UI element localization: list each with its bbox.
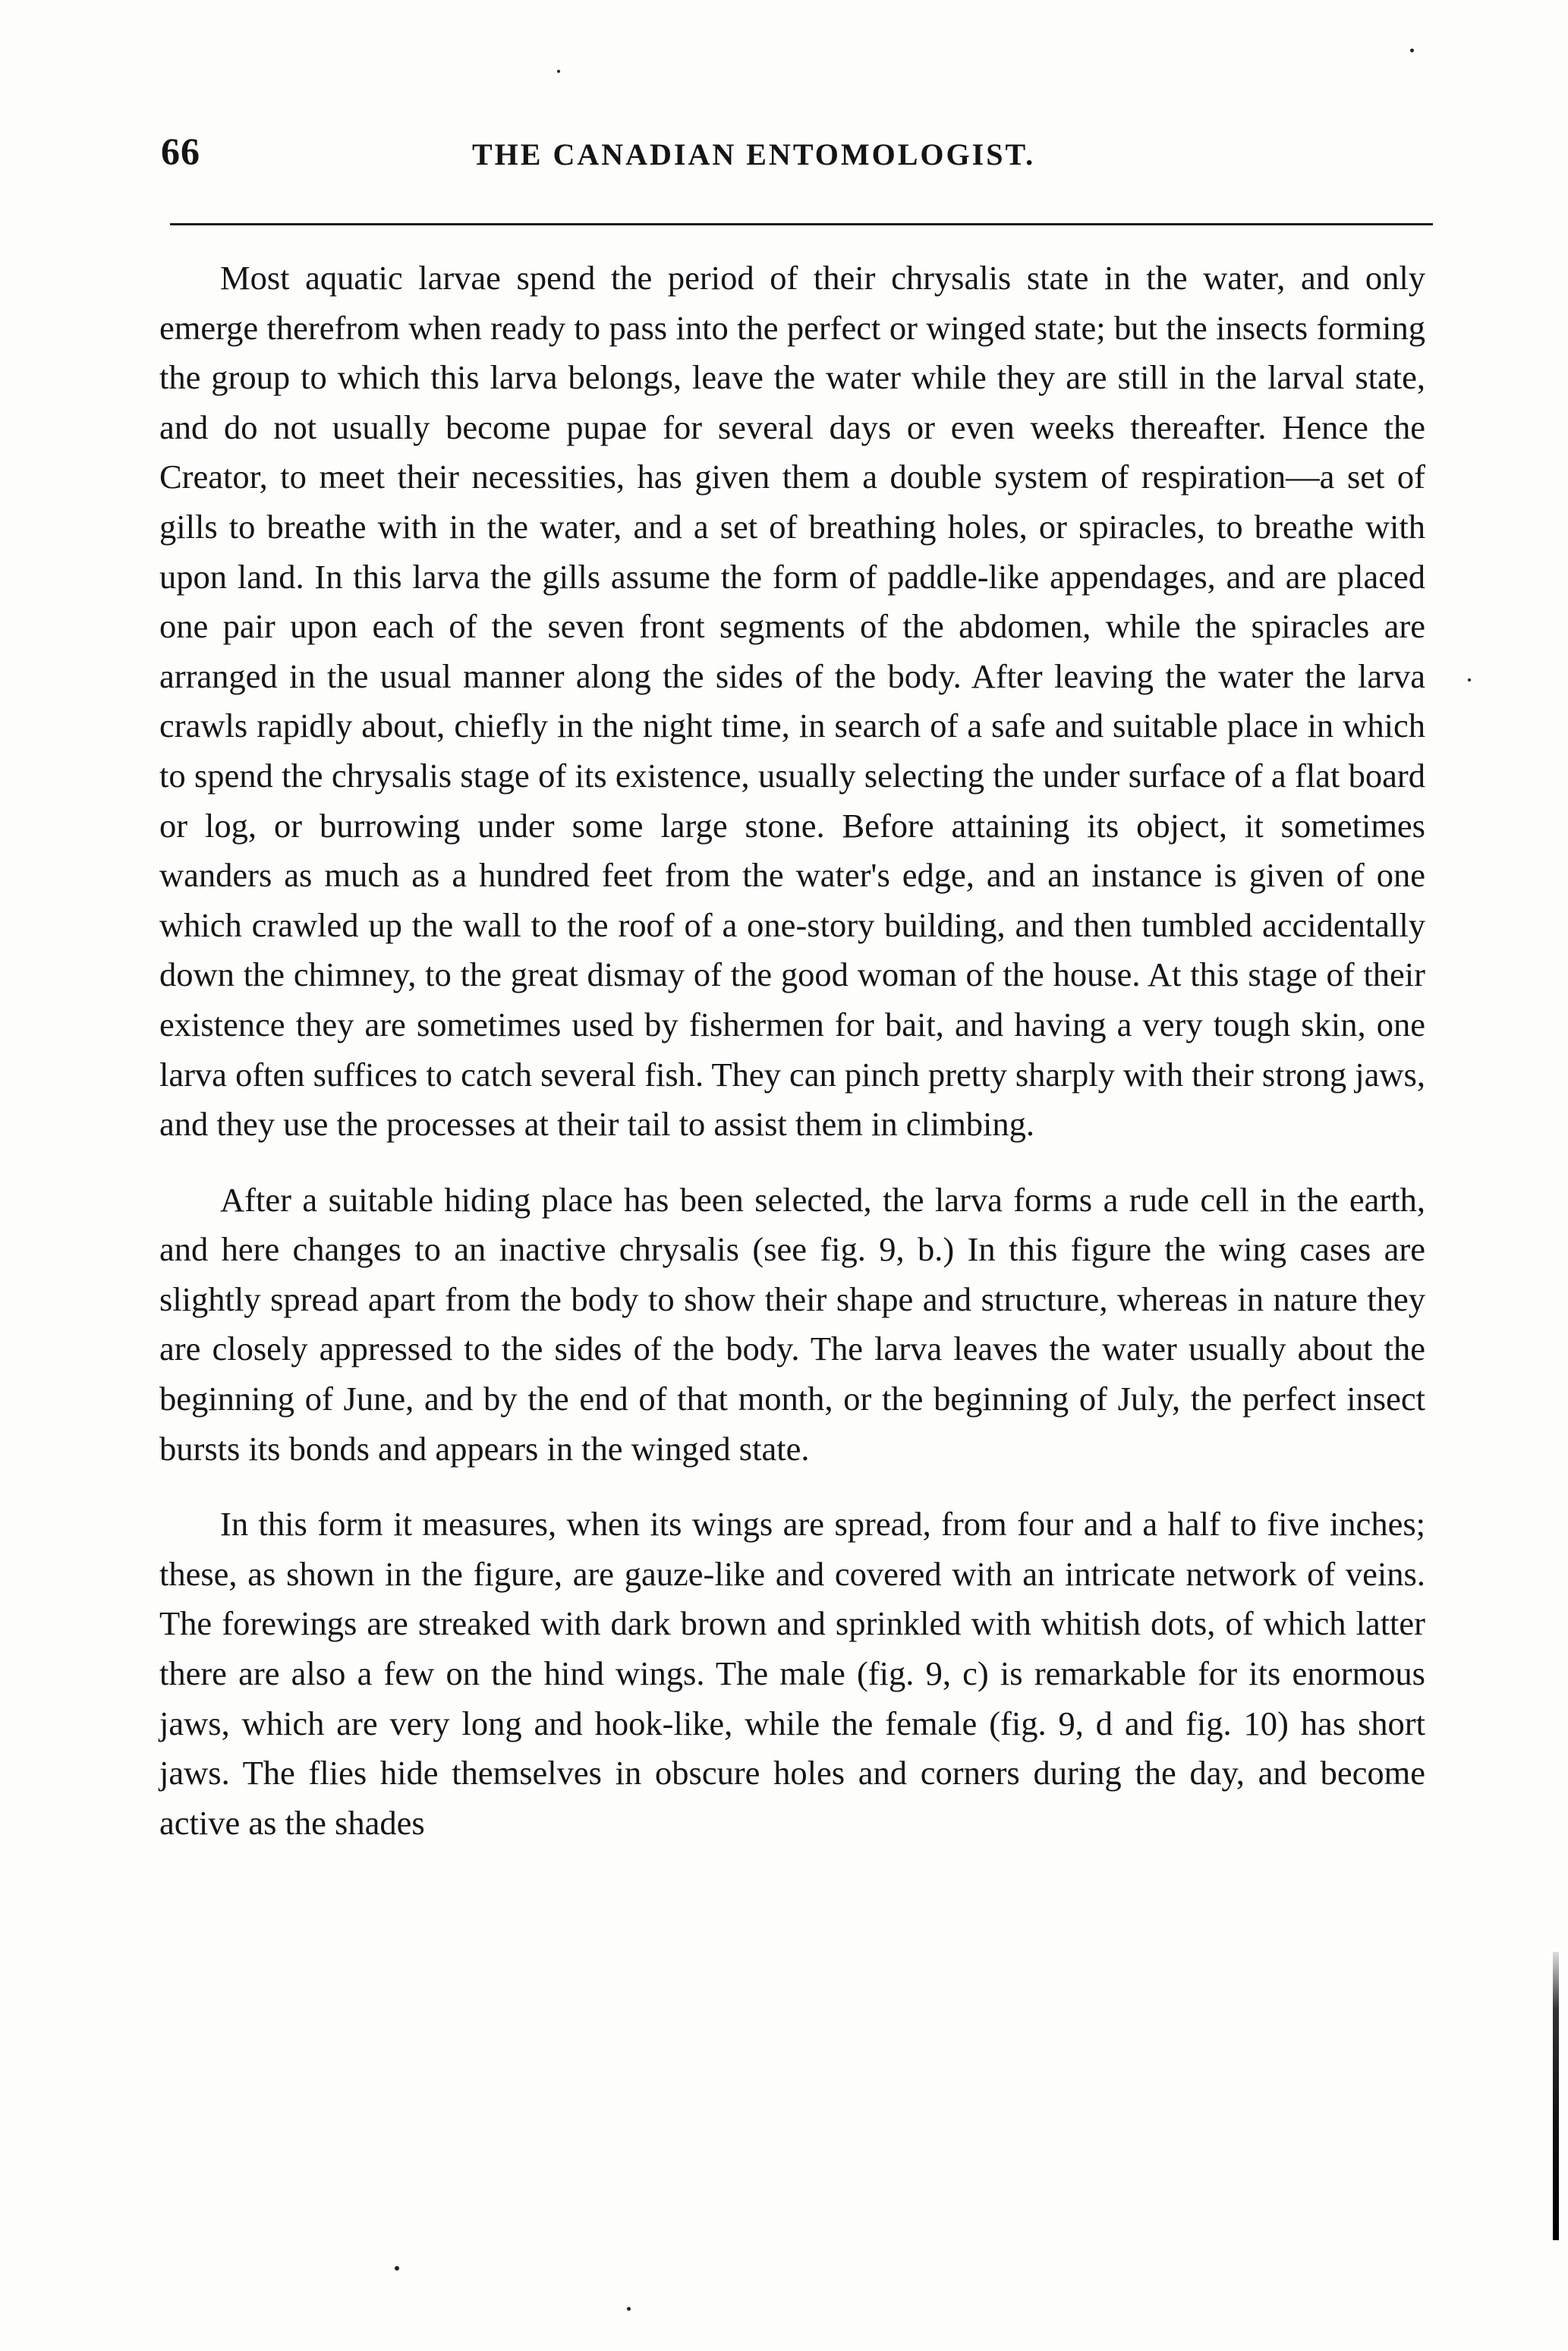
scan-speck — [557, 70, 560, 73]
paragraph-1: Most aquatic larvae spend the period of their chrysalis state in the water, and only emerge therefrom when ready to pass into the perfect or winged state; but the insects forming the group to which this larva belongs, leave the water while they are still in the larval state, and do not usually become pupae for several days or even weeks thereafter. Hence the Creator, to meet their necessities, has given them a double system of respiration—a set of gills to breathe with in the water, and a set of breathing holes, or spiracles, to breathe with upon land. In this larva the gills assume the form of paddle-like appendages, and are placed one pair upon each of the seven front segments of the abdomen, while the spiracles are arranged in the usual manner along the sides of the body. After leaving the water the larva crawls rapidly about, chiefly in the night time, in search of a safe and suitable place in which to spend the chrysalis stage of its existence, usually selecting the under surface of a flat board or log, or burrowing under some large stone. Before attaining its object, it sometimes wanders as much as a hundred feet from the water's edge, and an instance is given of one which crawled up the wall to the roof of a one-story building, and then tumbled accidentally down the chimney, to the great dismay of the good woman of the house. At this stage of their existence they are sometimes used by fishermen for bait, and having a very tough skin, one larva often suffices to catch several fish. They can pinch pretty sharply with their strong jaws, and they use the processes at their tail to assist them in climbing. — [159, 259, 1425, 1144]
scan-speck — [627, 2307, 631, 2311]
scan-edge-mark — [1553, 1952, 1559, 2240]
scan-speck — [1410, 49, 1414, 52]
paragraph-3: In this form it measures, when its wings are spread, from four and a half to five inches; these, as shown in the figure, are gauze-like and covered with an intricate network of veins. The forewings are streaked with dark brown and sprinkled with whitish dots, of which latter there are also a few on the hind wings. The male (fig. 9, c) is remarkable for its enormous jaws, which are very long and hook-like, while the female (fig. 9, d and fig. 10) has short jaws. The flies hide themselves in obscure holes and corners during the day, and become active as the shades — [159, 1505, 1425, 1842]
running-title: THE CANADIAN ENTOMOLOGIST. — [472, 137, 1036, 172]
header-rule — [170, 223, 1433, 225]
article-body — [159, 253, 1425, 1848]
page-number: 66 — [161, 130, 200, 172]
scan-speck — [395, 2266, 399, 2271]
page-header — [161, 129, 1430, 182]
scan-speck — [1468, 678, 1471, 681]
paragraph-2: After a suitable hiding place has been selected, the larva forms a rude cell in the earth, and here changes to an inactive chrysalis (see fig. 9, b.) In this figure the wing cases are slightly spread apart from the body to show their shape and structure, whereas in nature they are closely appressed to the sides of the body. The larva leaves the water usually about the beginning of June, and by the end of that month, or the beginning of July, the perfect insect bursts its bonds and appears in the winged state. — [159, 1180, 1425, 1468]
